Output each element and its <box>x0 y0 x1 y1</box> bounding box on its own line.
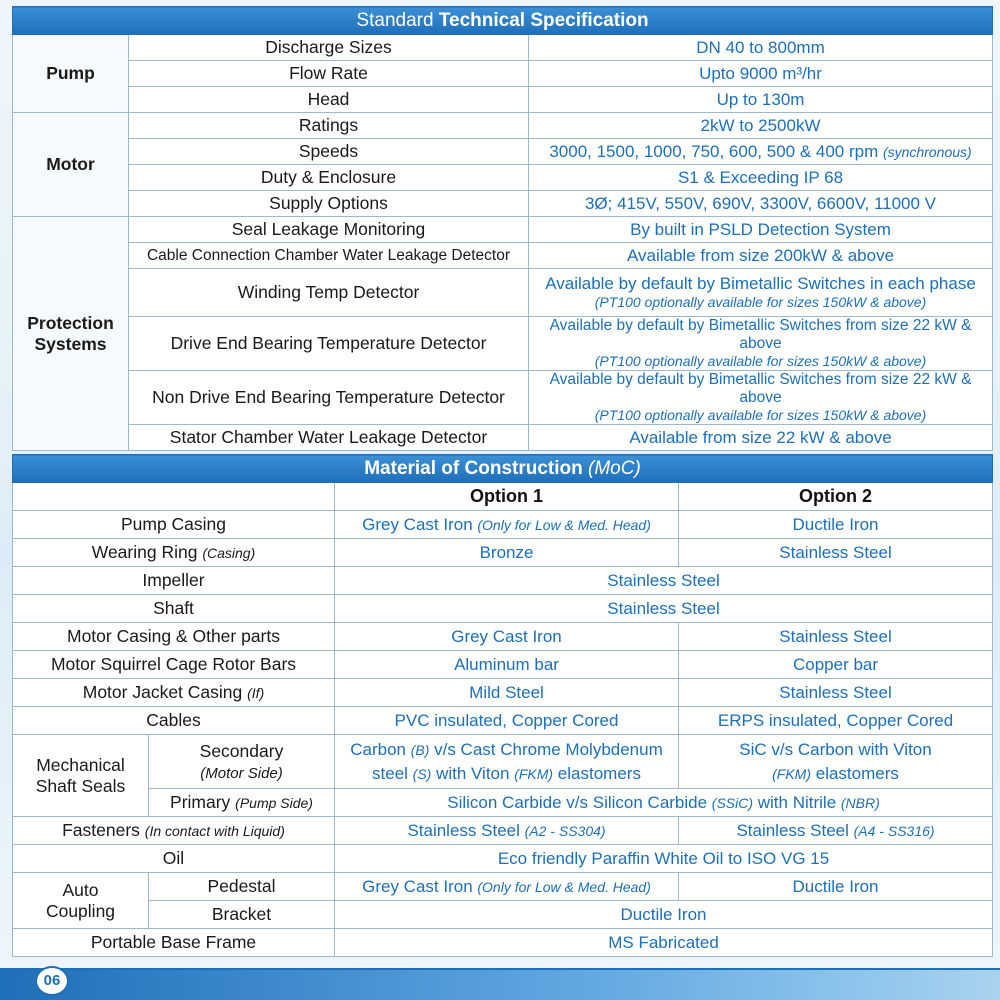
moc-opt2-text: Stainless Steel <box>736 820 854 840</box>
moc-opt1-text: Stainless Steel <box>407 820 525 840</box>
moc-opt1-note: (A2 - SS304) <box>524 822 606 839</box>
moc-row <box>13 567 993 595</box>
seal-secondary-note: (Motor Side) <box>200 764 283 782</box>
moc-opt2: Copper bar <box>679 651 993 679</box>
spec-label: Ratings <box>129 113 529 139</box>
seal-note: (NBR) <box>840 794 880 811</box>
moc-opt1-text: Grey Cast Iron <box>362 514 478 534</box>
moc-row <box>13 901 993 929</box>
spec-value-main: Available by default by Bimetallic Switches from size 22 kW & above <box>549 371 972 406</box>
page-number: 06 <box>35 966 69 996</box>
coupling-bracket-value: Ductile Iron <box>335 901 993 929</box>
spec-label: Supply Options <box>129 191 529 217</box>
spec-title <box>13 7 993 35</box>
moc-opt2: Stainless Steel <box>679 539 993 567</box>
spec-value: Available from size 22 kW & above <box>529 425 993 451</box>
seal-primary-note: (Pump Side) <box>235 795 313 811</box>
option1-header: Option 1 <box>335 483 679 511</box>
seal-text: with Nitrile <box>753 792 841 812</box>
moc-label-note: (In contact with Liquid) <box>144 823 285 839</box>
spec-label: Speeds <box>129 139 529 165</box>
seal-secondary-opt2 <box>679 735 993 789</box>
coupling-pedestal-label: Pedestal <box>149 873 335 901</box>
material-of-construction-table <box>12 454 993 957</box>
spec-value: 2kW to 2500kW <box>529 113 993 139</box>
spec-row <box>13 35 993 61</box>
spec-row <box>13 317 993 371</box>
footer-band <box>0 970 1000 1000</box>
moc-label-text: Fasteners <box>62 820 145 840</box>
spec-row <box>13 217 993 243</box>
moc-label: Motor Squirrel Cage Rotor Bars <box>13 651 335 679</box>
moc-row <box>13 845 993 873</box>
spec-value-note: (PT100 optionally available for sizes 150kW & above) <box>594 353 927 369</box>
moc-label-text: Wearing Ring <box>91 542 203 562</box>
moc-title-italic: (MoC) <box>588 457 641 479</box>
seal-note: (S) <box>412 765 432 782</box>
spec-label: Duty & Enclosure <box>129 165 529 191</box>
spec-row <box>13 371 993 425</box>
spec-value: By built in PSLD Detection System <box>529 217 993 243</box>
spec-label: Drive End Bearing Temperature Detector <box>129 317 529 371</box>
moc-row <box>13 735 993 789</box>
moc-opt1-text: Grey Cast Iron <box>362 876 478 896</box>
spec-title-normal: Standard <box>356 9 439 31</box>
spec-row <box>13 61 993 87</box>
seal-primary-value <box>335 789 993 817</box>
seal-secondary-text: Secondary <box>199 740 284 761</box>
moc-row <box>13 623 993 651</box>
seal-note: (B) <box>410 741 430 758</box>
spec-value-main: Available by default by Bimetallic Switches in each phase <box>545 274 976 293</box>
moc-row <box>13 595 993 623</box>
moc-row <box>13 511 993 539</box>
moc-label: Portable Base Frame <box>13 929 335 957</box>
spec-label: Head <box>129 87 529 113</box>
spec-label: Non Drive End Bearing Temperature Detector <box>129 371 529 425</box>
spec-value <box>529 371 993 425</box>
moc-label: Impeller <box>13 567 335 595</box>
moc-opt1: PVC insulated, Copper Cored <box>335 707 679 735</box>
spec-row <box>13 139 993 165</box>
spec-value: Up to 130m <box>529 87 993 113</box>
coupling-pedestal-opt2: Ductile Iron <box>679 873 993 901</box>
spec-value-note: (PT100 optionally available for sizes 150kW & above) <box>594 407 927 423</box>
moc-opt1-note: (Only for Low & Med. Head) <box>477 516 651 533</box>
moc-label <box>13 679 335 707</box>
seal-primary-text: Primary <box>170 792 236 812</box>
spec-label: Winding Temp Detector <box>129 269 529 317</box>
seal-note: (SSiC) <box>711 794 754 811</box>
spec-row <box>13 425 993 451</box>
group-motor: Motor <box>13 113 129 217</box>
spec-row <box>13 165 993 191</box>
spec-label: Cable Connection Chamber Water Leakage Detector <box>129 243 529 269</box>
seal-primary-label <box>149 789 335 817</box>
spec-row <box>13 269 993 317</box>
spec-value: S1 & Exceeding IP 68 <box>529 165 993 191</box>
group-auto-coupling <box>13 873 149 929</box>
moc-label <box>13 817 335 845</box>
seal-secondary-label <box>149 735 335 789</box>
speeds-note: (synchronous) <box>882 143 972 160</box>
moc-opt1: Aluminum bar <box>335 651 679 679</box>
moc-header-blank <box>13 483 335 511</box>
moc-opt2: ERPS insulated, Copper Cored <box>679 707 993 735</box>
spec-label: Flow Rate <box>129 61 529 87</box>
moc-label: Cables <box>13 707 335 735</box>
group-protection <box>13 217 129 451</box>
spec-value: Available from size 200kW & above <box>529 243 993 269</box>
moc-row <box>13 817 993 845</box>
moc-opt2-note: (A4 - SS316) <box>853 822 935 839</box>
group-mechanical-seals <box>13 735 149 817</box>
protection-line2: Systems <box>34 333 107 354</box>
coupling-line2: Coupling <box>45 900 116 921</box>
seal-text: elastomers <box>811 763 899 783</box>
spec-label: Discharge Sizes <box>129 35 529 61</box>
moc-label <box>13 539 335 567</box>
moc-row <box>13 789 993 817</box>
moc-label: Pump Casing <box>13 511 335 539</box>
moc-header-row <box>13 483 993 511</box>
spec-value: 3Ø; 415V, 550V, 690V, 3300V, 6600V, 11000 V <box>529 191 993 217</box>
seals-line2: Shaft Seals <box>35 775 126 796</box>
seal-note: (FKM) <box>772 765 812 782</box>
moc-opt1: Bronze <box>335 539 679 567</box>
spec-row <box>13 243 993 269</box>
seal-text: elastomers <box>553 763 641 783</box>
spec-value <box>529 269 993 317</box>
technical-specification-table <box>12 6 993 451</box>
moc-value: Eco friendly Paraffin White Oil to ISO VG 15 <box>335 845 993 873</box>
spec-value <box>529 139 993 165</box>
moc-label-note: (Casing) <box>202 545 256 561</box>
protection-line1: Protection <box>27 312 114 333</box>
moc-label: Shaft <box>13 595 335 623</box>
coupling-line1: Auto <box>62 879 99 900</box>
moc-opt1: Mild Steel <box>335 679 679 707</box>
moc-title <box>13 455 993 483</box>
moc-title-row <box>13 455 993 483</box>
seal-text: Silicon Carbide v/s Silicon Carbide <box>447 792 712 812</box>
seals-line1: Mechanical <box>36 754 125 775</box>
spec-value-main: Available by default by Bimetallic Switches from size 22 kW & above <box>549 317 972 352</box>
group-pump: Pump <box>13 35 129 113</box>
spec-row <box>13 113 993 139</box>
coupling-bracket-label: Bracket <box>149 901 335 929</box>
moc-row <box>13 651 993 679</box>
spec-row <box>13 87 993 113</box>
seal-text: SiC v/s Carbon with Viton <box>739 739 932 759</box>
seal-text: Carbon <box>350 739 411 759</box>
spec-value: DN 40 to 800mm <box>529 35 993 61</box>
moc-value: Stainless Steel <box>335 567 993 595</box>
moc-value: MS Fabricated <box>335 929 993 957</box>
moc-label: Motor Casing & Other parts <box>13 623 335 651</box>
seal-text: with Viton <box>431 763 515 783</box>
moc-opt2 <box>679 817 993 845</box>
moc-opt1 <box>335 511 679 539</box>
spec-title-bold: Technical Specification <box>438 9 649 31</box>
option2-header: Option 2 <box>679 483 993 511</box>
moc-opt2: Stainless Steel <box>679 679 993 707</box>
moc-row <box>13 873 993 901</box>
moc-row <box>13 679 993 707</box>
spec-value: Upto 9000 m³/hr <box>529 61 993 87</box>
moc-value: Stainless Steel <box>335 595 993 623</box>
spec-value-note: (PT100 optionally available for sizes 150kW & above) <box>594 294 927 310</box>
moc-label: Oil <box>13 845 335 873</box>
moc-opt1-note: (Only for Low & Med. Head) <box>477 878 651 895</box>
moc-title-bold: Material of Construction <box>364 457 589 479</box>
seal-note: (FKM) <box>514 765 554 782</box>
coupling-pedestal-opt1 <box>335 873 679 901</box>
spec-label: Stator Chamber Water Leakage Detector <box>129 425 529 451</box>
moc-opt2: Stainless Steel <box>679 623 993 651</box>
seal-text: v/s Cast Chrome Molybdenum <box>429 739 663 759</box>
moc-opt2: Ductile Iron <box>679 511 993 539</box>
moc-row <box>13 539 993 567</box>
moc-opt1 <box>335 817 679 845</box>
spec-label: Seal Leakage Monitoring <box>129 217 529 243</box>
moc-row <box>13 707 993 735</box>
seal-secondary-opt1 <box>335 735 679 789</box>
spec-row <box>13 191 993 217</box>
speeds-value: 3000, 1500, 1000, 750, 600, 500 & 400 rpm <box>549 141 883 161</box>
moc-label-text: Motor Jacket Casing <box>82 682 248 702</box>
moc-row <box>13 929 993 957</box>
moc-label-note: (If) <box>247 685 265 701</box>
seal-text: steel <box>372 763 413 783</box>
spec-value <box>529 317 993 371</box>
spec-title-row <box>13 7 993 35</box>
moc-opt1: Grey Cast Iron <box>335 623 679 651</box>
